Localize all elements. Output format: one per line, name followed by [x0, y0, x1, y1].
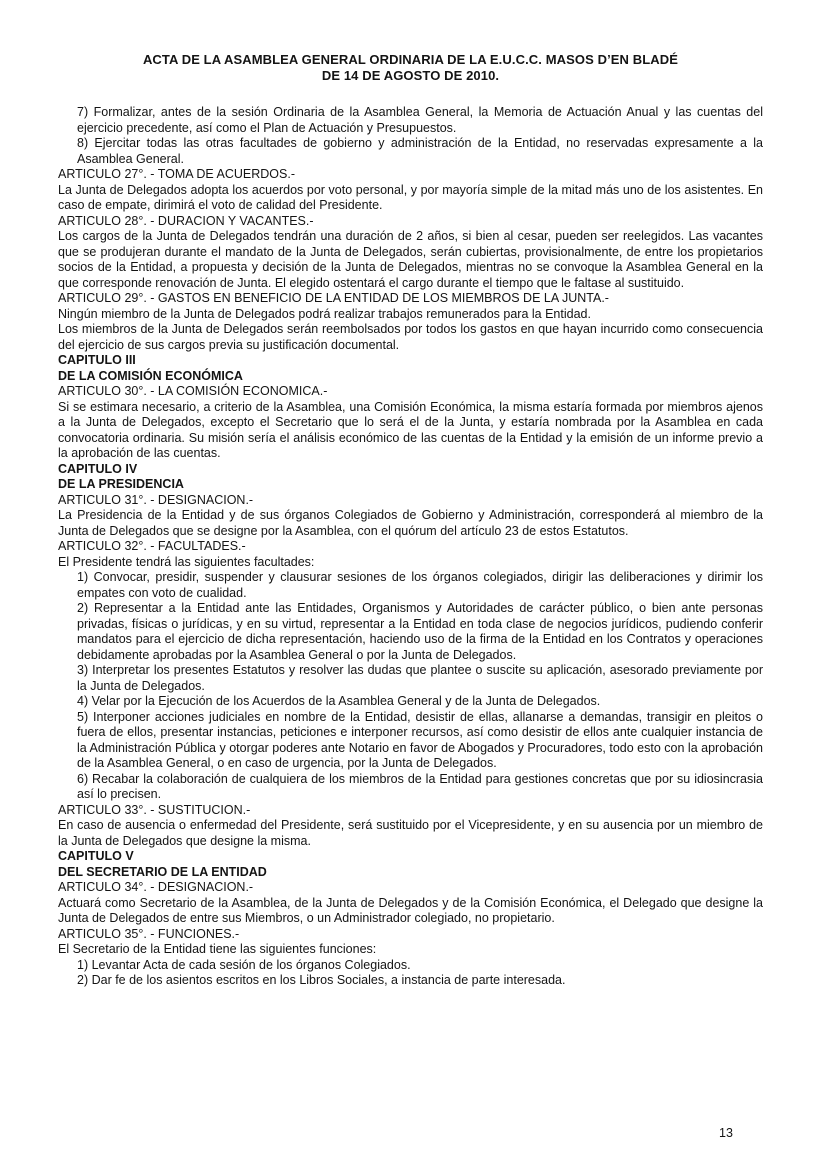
article-heading: ARTICULO 32°. - FACULTADES.- [58, 539, 246, 553]
article-heading: ARTICULO 27°. - TOMA DE ACUERDOS.- [58, 167, 295, 181]
numbered-clause: 4) Velar por la Ejecución de los Acuerdos de la Asamblea General y de la Junta de Delegados. [77, 694, 601, 708]
paragraph: Los cargos de la Junta de Delegados tendrán una duración de 2 años, si bien al cesar, pueden ser reelegidos. Las vacantes que se produjeran durante el mandato de la Junta de Delegados, serán cubiertas, provisionalmente, de entre los propietarios socios de la Entidad, a propuesta y decisión de la Junta de Delegados, mientras no se convoque la Asamblea General en la que corresponde renovación de Junta. El elegido ostentará el cargo durante el tiempo que le faltase al sustituido. [58, 229, 763, 290]
numbered-clause: 2) Representar a la Entidad ante las Entidades, Organismos y Autoridades de carácter público, o bien ante personas privadas, físicas o jurídicas, y en su virtud, representar a la Entidad en toda clase de negocios jurídicos, pudiendo conferir mandatos para el ejercicio de dicha representación, haciendo uso de la firma de la Entidad en los Contratos y operaciones debidamente aprobadas por la Asamblea General o por la Junta de Delegados. [77, 601, 763, 662]
article-heading: ARTICULO 30°. - LA COMISIÓN ECONOMICA.- [58, 384, 328, 398]
numbered-clause: 3) Interpretar los presentes Estatutos y resolver las dudas que plantee o suscite su aplicación, asesorado previamente por la Junta de Delegados. [77, 663, 763, 693]
paragraph: El Presidente tendrá las siguientes facultades: [58, 554, 315, 569]
article-heading: ARTICULO 35°. - FUNCIONES.- [58, 926, 240, 941]
document-body [58, 105, 763, 989]
document-title-line-1: ACTA DE LA ASAMBLEA GENERAL ORDINARIA DE LA E.U.C.C. MASOS D’EN BLADÉ [142, 52, 679, 67]
document-title-line-2: DE 14 DE AGOSTO DE 2010. [321, 68, 500, 83]
page-number: 13 [719, 1126, 733, 1140]
paragraph: Ningún miembro de la Junta de Delegados podrá realizar trabajos remunerados para la Entidad. [58, 306, 591, 321]
paragraph: La Presidencia de la Entidad y de sus órganos Colegiados de Gobierno y Administración, corresponderá al miembro de la Junta de Delegados que se designe por la Asamblea, con el quórum del artículo 23 de estos Estatutos. [58, 508, 763, 538]
numbered-clause: 5) Interponer acciones judiciales en nombre de la Entidad, desistir de ellas, allanarse a demandas, transigir en pleitos o fuera de ellos, presentar instancias, peticiones e interponer recursos, así como desistir de ellos ante cualquier instancia de la Administración Pública y otorgar poderes ante Notario en favor de Abogados y Procuradores, todo esto con la aprobación de la Asamblea General, o en caso de urgencia, por la Junta de Delegados. [77, 709, 763, 770]
chapter-heading: CAPITULO IV [58, 461, 138, 476]
chapter-heading: CAPITULO III [58, 353, 136, 367]
paragraph: En caso de ausencia o enfermedad del Presidente, será sustituido por el Vicepresidente, y en su ausencia por un miembro de la Junta de Delegados que designe la misma. [58, 818, 763, 848]
paragraph: El Secretario de la Entidad tiene las siguientes funciones: [58, 942, 377, 956]
numbered-clause: 1) Convocar, presidir, suspender y clausurar sesiones de los órganos colegiados, dirigir las deliberaciones y dirimir los empates con voto de cualidad. [77, 570, 763, 600]
document-title [58, 52, 763, 84]
numbered-clause: 1) Levantar Acta de cada sesión de los órganos Colegiados. [77, 957, 411, 972]
chapter-heading: DE LA COMISIÓN ECONÓMICA [58, 368, 243, 383]
article-heading: ARTICULO 29°. - GASTOS EN BENEFICIO DE LA ENTIDAD DE LOS MIEMBROS DE LA JUNTA.- [58, 291, 609, 305]
chapter-heading: DEL SECRETARIO DE LA ENTIDAD [58, 864, 267, 879]
chapter-heading: DE LA PRESIDENCIA [58, 477, 184, 491]
numbered-clause: 8) Ejercitar todas las otras facultades de gobierno y administración de la Entidad, no reservadas expresamente a la Asamblea General. [77, 136, 763, 166]
numbered-clause: 2) Dar fe de los asientos escritos en los Libros Sociales, a instancia de parte interesada. [77, 973, 566, 987]
paragraph: Los miembros de la Junta de Delegados serán reembolsados por todos los gastos en que hayan incurrido como consecuencia del ejercicio de sus cargos previa su justificación documental. [58, 322, 763, 352]
chapter-heading: CAPITULO V [58, 849, 134, 863]
paragraph: Si se estimara necesario, a criterio de la Asamblea, una Comisión Económica, la misma estaría formada por miembros ajenos a la Junta de Delegados, excepto el Secretario que lo será el de la Junta, y estaría nombrada por la Asamblea en cada convocatoria ordinaria. Su misión sería el análisis económico de las cuentas de la Entidad y la emisión de un informe previo a la aprobación de las cuentas. [58, 399, 763, 460]
paragraph: Actuará como Secretario de la Asamblea, de la Junta de Delegados y de la Comisión Económica, el Delegado que designe la Junta de Delegados de entre sus Miembros, o un Administrador colegiado, no propietario. [58, 895, 763, 925]
article-heading: ARTICULO 28°. - DURACION Y VACANTES.- [58, 213, 314, 228]
paragraph: La Junta de Delegados adopta los acuerdos por voto personal, y por mayoría simple de la mitad más uno de los asistentes. En caso de empate, dirimirá el voto de calidad del Presidente. [58, 182, 763, 212]
article-heading: ARTICULO 34°. - DESIGNACION.- [58, 880, 254, 894]
numbered-clause: 7) Formalizar, antes de la sesión Ordinaria de la Asamblea General, la Memoria de Actuación Anual y las cuentas del ejercicio precedente, así como el Plan de Actuación y Presupuestos. [77, 105, 763, 135]
numbered-clause: 6) Recabar la colaboración de cualquiera de los miembros de la Entidad para gestiones concretas que por su idiosincrasia así lo precisen. [77, 771, 763, 801]
article-heading: ARTICULO 33°. - SUSTITUCION.- [58, 802, 251, 817]
article-heading: ARTICULO 31°. - DESIGNACION.- [58, 492, 254, 507]
